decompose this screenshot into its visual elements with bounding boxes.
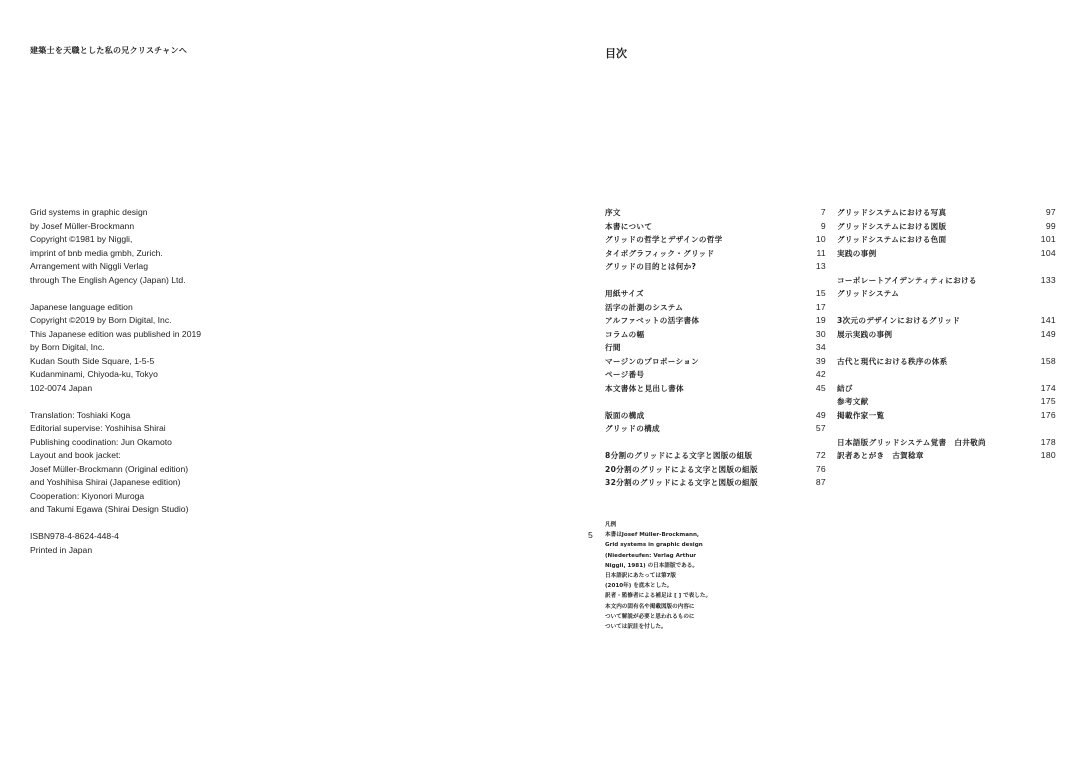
toc-entry-page: 104 — [1040, 247, 1056, 258]
toc-entry-page: 76 — [815, 463, 826, 474]
colophon-line: through The English Agency (Japan) Ltd. — [30, 274, 186, 285]
note-line: ついて解説が必要と思われるものに — [605, 613, 695, 620]
toc-entry[interactable] — [605, 409, 826, 423]
toc-entry[interactable] — [605, 341, 826, 355]
toc-entry[interactable] — [605, 368, 826, 382]
toc-group — [837, 436, 1056, 463]
note-line: 本書はJosef Müller-Brockmann, — [605, 532, 700, 539]
toc-entry-page: 34 — [815, 342, 826, 352]
toc-group — [605, 287, 826, 395]
toc-entry-title: 実践の事例 — [837, 248, 877, 258]
toc-entry-title: 結び — [837, 383, 853, 393]
colophon-line: Layout and book jacket: — [30, 450, 121, 460]
colophon-line: imprint of bnb media gmbh, Zurich. — [30, 247, 163, 258]
toc-entry-page: 72 — [815, 450, 826, 460]
toc-entry[interactable] — [837, 206, 1056, 220]
colophon-line: Kudan South Side Square, 1-5-5 — [30, 355, 155, 366]
toc-entry-title: コラムの幅 — [605, 329, 645, 339]
toc-entry-title: 本文書体と見出し書体 — [605, 383, 684, 393]
colophon-line: Editorial supervise: Yoshihisa Shirai — [30, 423, 166, 433]
toc-entry[interactable] — [837, 436, 1056, 450]
toc-entry[interactable] — [605, 233, 826, 247]
toc-entry[interactable] — [837, 449, 1056, 463]
colophon-block — [30, 409, 201, 517]
colophon-line: Publishing coodination: Jun Okamoto — [30, 436, 172, 447]
note-line: Niggli, 1981) の日本語版である。 — [605, 562, 698, 569]
toc-entry-page: 178 — [1040, 436, 1056, 447]
note-line: 訳者・監修者による補足は [ ] で表した。 — [605, 593, 712, 600]
toc-entry[interactable] — [605, 301, 826, 315]
colophon-line: by Josef Müller-Brockmann — [30, 220, 135, 231]
toc-entry-title: タイポグラフィック・グリッド — [605, 248, 715, 258]
colophon — [30, 206, 201, 571]
toc-entry-title: 32分割のグリッドによる文字と図版の組版 — [605, 478, 758, 487]
toc-entry-page: 15 — [815, 288, 826, 298]
colophon-block — [30, 206, 201, 287]
note-line: ついては訳註を付した。 — [605, 624, 667, 631]
toc-entry-page: 9 — [820, 220, 826, 231]
toc-entry-title: ページ番号 — [605, 370, 645, 379]
toc-entry-page: 87 — [815, 477, 826, 487]
toc-entry-page: 175 — [1040, 396, 1056, 406]
colophon-block — [30, 530, 201, 557]
toc-entry-page: 39 — [815, 355, 826, 366]
colophon-line: Copyright ©1981 by Niggli, — [30, 234, 133, 244]
toc-group — [837, 274, 1056, 301]
toc-entry-title: 訳者あとがき 古賀稔章 — [837, 451, 924, 460]
toc-group — [605, 449, 826, 490]
toc-entry-page: 19 — [815, 315, 826, 325]
colophon-line: ISBN978-4-8624-448-4 — [30, 531, 119, 541]
toc-entry[interactable] — [837, 233, 1056, 247]
colophon-line: Translation: Toshiaki Koga — [30, 409, 131, 420]
toc-entry-title: 日本語版グリッドシステム覚書 白井敬尚 — [837, 437, 986, 447]
toc-entry-page: 133 — [1040, 274, 1056, 285]
colophon-line: by Born Digital, Inc. — [30, 342, 105, 352]
toc-entry-title: グリッドの目的とは何か? — [605, 262, 697, 271]
toc-entry-title: コーポレートアイデンティティにおける — [837, 275, 977, 285]
colophon-line: Arrangement with Niggli Verlag — [30, 261, 148, 271]
toc-entry[interactable] — [605, 422, 826, 436]
colophon-line: Grid systems in graphic design — [30, 207, 148, 217]
toc-entry-title: 8分割のグリッドによる文字と図版の組版 — [605, 451, 753, 460]
toc-entry-page: 45 — [815, 382, 826, 393]
toc-entry[interactable] — [837, 287, 1056, 301]
colophon-line: Cooperation: Kiyonori Muroga — [30, 490, 145, 501]
toc-entry-page: 176 — [1040, 409, 1056, 420]
note-line: 凡例 — [605, 522, 617, 528]
toc-entry-page: 99 — [1045, 220, 1056, 231]
toc-entry[interactable] — [605, 260, 826, 274]
toc-group — [605, 206, 826, 274]
toc-entry-page: 149 — [1040, 328, 1056, 339]
toc-entry[interactable] — [837, 314, 1056, 328]
note-line: (2010年) を底本とした。 — [605, 583, 673, 590]
toc-entry[interactable] — [605, 247, 826, 261]
colophon-line: Printed in Japan — [30, 544, 93, 555]
toc-entry-page: 42 — [815, 369, 826, 379]
note-line: 本文内の固有名や掲載図版の内容に — [605, 603, 695, 610]
toc-entry-title: 展示実践の事例 — [837, 329, 893, 339]
toc-entry[interactable] — [605, 449, 826, 463]
toc-entry[interactable] — [605, 463, 826, 477]
toc-right-column — [837, 206, 1056, 490]
toc-entry-title: グリッドシステム — [837, 289, 900, 298]
toc-entry-page: 11 — [816, 247, 826, 258]
toc-entry[interactable] — [837, 409, 1056, 423]
toc-entry[interactable] — [605, 355, 826, 369]
toc-entry-title: グリッドの構成 — [605, 424, 660, 433]
toc-entry[interactable] — [837, 328, 1056, 342]
toc-entry-title: 参考文献 — [837, 397, 869, 406]
toc-entry[interactable] — [605, 206, 826, 220]
toc-entry-page: 97 — [1045, 207, 1056, 217]
toc-entry-page: 141 — [1040, 315, 1056, 325]
colophon-line: and Takumi Egawa (Shirai Design Studio) — [30, 504, 189, 514]
colophon-line: 102-0074 Japan — [30, 382, 93, 393]
toc-entry-title: グリッドの哲学とデザインの哲学 — [605, 235, 723, 244]
toc-entry[interactable] — [837, 220, 1056, 234]
toc-entry-page: 101 — [1040, 234, 1056, 244]
toc-entry-title: 古代と現代における秩序の体系 — [837, 356, 948, 366]
toc-entry[interactable] — [605, 287, 826, 301]
toc-entry-title: マージンのプロポーション — [605, 356, 700, 366]
toc-entry[interactable] — [605, 314, 826, 328]
toc-entry[interactable] — [837, 355, 1056, 369]
colophon-line: Japanese language edition — [30, 301, 133, 312]
colophon-line: Josef Müller-Brockmann (Original edition) — [30, 463, 189, 474]
colophon-line: and Yoshihisa Shirai (Japanese edition) — [30, 477, 181, 487]
toc-entry[interactable] — [605, 220, 826, 234]
toc-group — [837, 206, 1056, 260]
dedication: 建築士を天職とした私の兄クリスチャンへ — [30, 46, 188, 55]
colophon-line: This Japanese edition was published in 2019 — [30, 328, 202, 339]
colophon-block — [30, 301, 201, 396]
toc-entry-title: 序文 — [605, 208, 621, 217]
note-line: Grid systems in graphic design — [605, 542, 703, 549]
toc-entry[interactable] — [837, 395, 1056, 409]
toc-entry-title: 版面の構成 — [605, 410, 645, 420]
toc-group — [605, 409, 826, 436]
toc-entry-page: 57 — [815, 423, 826, 433]
toc-title: 目次 — [605, 47, 627, 60]
toc-entry-page: 10 — [815, 234, 826, 244]
toc-entry-title: 20分割のグリッドによる文字と図版の組版 — [605, 464, 758, 474]
toc-entry[interactable] — [605, 328, 826, 342]
toc-entry-page: 174 — [1040, 382, 1056, 393]
page-number: 5 — [588, 530, 593, 540]
toc-entry-page: 30 — [815, 328, 826, 339]
toc-entry-title: アルファベットの活字書体 — [605, 316, 700, 325]
toc-entry-page: 13 — [815, 261, 826, 271]
toc-entry[interactable] — [837, 247, 1056, 261]
toc-entry-title: グリッドシステムにおける色面 — [837, 235, 947, 244]
toc-entry-title: 行間 — [605, 343, 621, 352]
note-line: (Niederteufen: Verlag Arthur — [605, 552, 697, 559]
toc-entry[interactable] — [837, 382, 1056, 396]
toc-group — [837, 314, 1056, 341]
colophon-line: Kudanminami, Chiyoda-ku, Tokyo — [30, 369, 158, 379]
toc-group — [837, 382, 1056, 423]
toc-entry-title: グリッドシステムにおける写真 — [837, 208, 947, 217]
toc-entry[interactable] — [605, 382, 826, 396]
toc-entry-title: 用紙サイズ — [605, 289, 644, 298]
toc-entry-page: 17 — [815, 301, 826, 312]
toc-group — [837, 355, 1056, 369]
toc-entry-page: 49 — [815, 409, 826, 420]
toc-left-column — [605, 206, 826, 503]
toc-entry-page: 180 — [1040, 450, 1056, 460]
toc-entry[interactable] — [837, 274, 1056, 288]
toc-entry-title: グリッドシステムにおける図版 — [837, 221, 947, 231]
toc-entry-title: 活字の計測のシステム — [605, 302, 684, 312]
editorial-notes — [605, 520, 711, 632]
toc-entry-page: 158 — [1040, 355, 1056, 366]
toc-entry-title: 掲載作家一覧 — [837, 410, 885, 420]
colophon-line: Copyright ©2019 by Born Digital, Inc. — [30, 315, 172, 325]
toc-entry[interactable] — [605, 476, 826, 490]
toc-entry-title: 3次元のデザインにおけるグリッド — [837, 316, 961, 325]
toc-entry-title: 本書について — [605, 221, 653, 231]
note-line: 日本語訳にあたっては第7版 — [605, 573, 677, 580]
toc-entry-page: 7 — [820, 207, 826, 217]
